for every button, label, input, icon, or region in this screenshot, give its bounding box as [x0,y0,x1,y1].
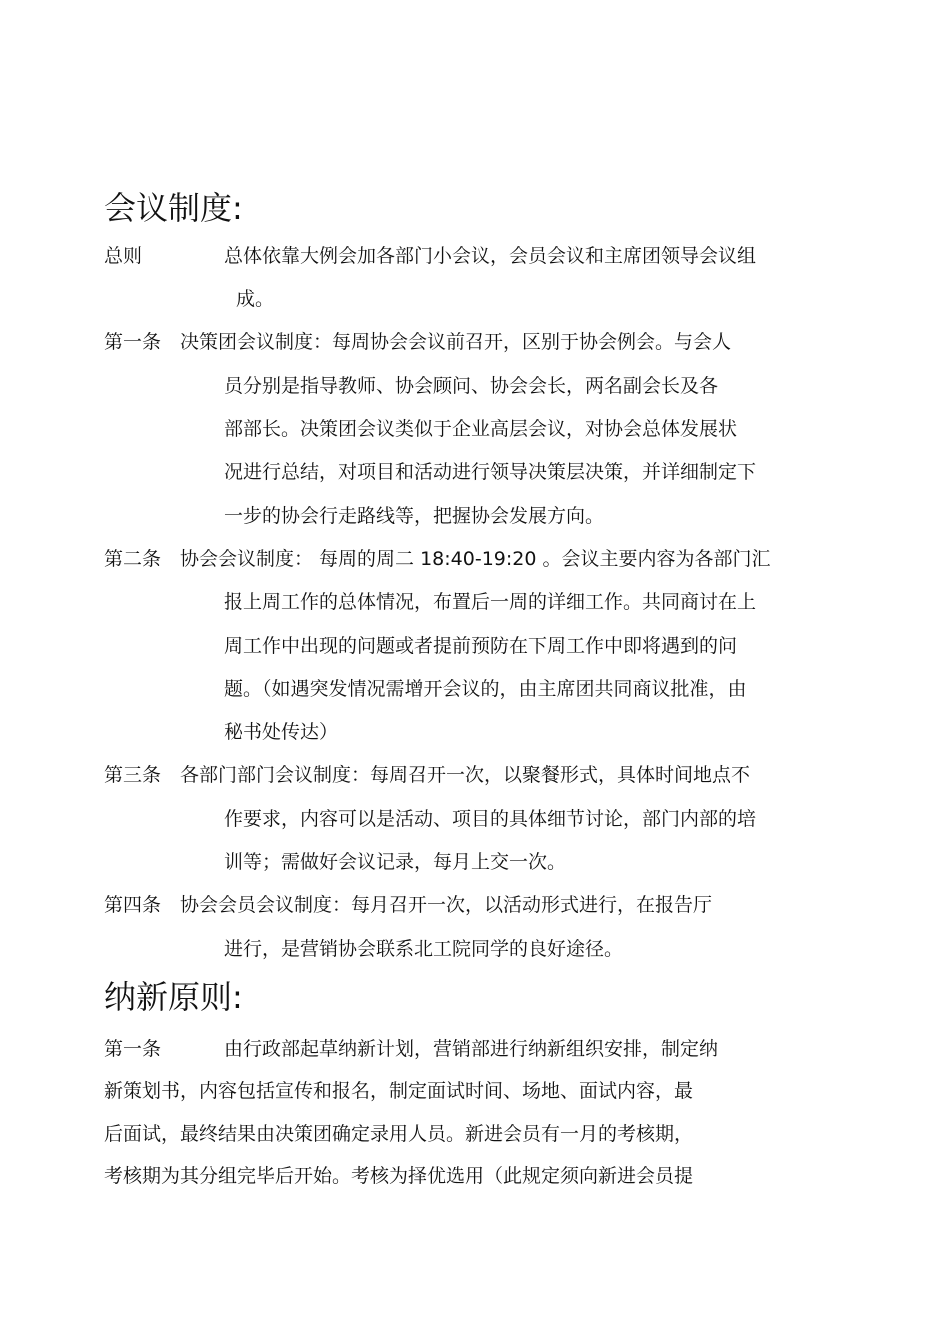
article2-label: 第二条 [104,548,162,570]
article1-line-3: 部部长。决策团会议类似于企业高层会议，对协会总体发展状 [224,418,738,440]
article4-line-2: 进行，是营销协会联系北工院同学的良好途径。 [224,938,624,960]
article3-line-3: 训等；需做好会议记录，每月上交一次。 [224,851,567,873]
recruit-article1-line-2: 新策划书，内容包括宣传和报名，制定面试时间、场地、面试内容，最 [104,1080,694,1102]
article1-line-4: 况进行总结，对项目和活动进行领导决策层决策，并详细制定下 [224,461,757,483]
recruit-article1-line-4: 考核期为其分组完毕后开始。考核为择优选用（此规定须向新进会员提 [104,1165,694,1187]
article1-line-5: 一步的协会行走路线等，把握协会发展方向。 [224,505,605,527]
article2-line-2: 报上周工作的总体情况，布置后一周的详细工作。共同商讨在上 [224,591,757,613]
article3-label: 第三条 [104,764,162,786]
recruit-article1-line-1: 由行政部起草纳新计划，营销部进行纳新组织安排，制定纳 [224,1038,719,1060]
general-label: 总则 [104,245,143,267]
general-line-2: 成。 [236,288,275,310]
article2-line-4: 题。（如遇突发情况需增开会议的，由主席团共同商议批准，由 [224,678,747,700]
section-title-meeting-rules: 会议制度: [104,189,243,227]
article4-label: 第四条 [104,894,162,916]
article3-line-1: 各部门部门会议制度：每周召开一次，以聚餐形式，具体时间地点不 [180,764,751,786]
article3-line-2: 作要求，内容可以是活动、项目的具体细节讨论，部门内部的培 [224,808,757,830]
article1-line-2: 员分别是指导教师、协会顾问、协会会长，两名副会长及各 [224,375,719,397]
general-line-1: 总体依靠大例会加各部门小会议，会员会议和主席团领导会议组 [224,245,757,267]
article2-line-5: 秘书处传达） [224,721,339,743]
article1-label: 第一条 [104,331,162,353]
recruit-article1-line-3: 后面试，最终结果由决策团确定录用人员。新进会员有一月的考核期， [104,1123,694,1145]
section-title-recruitment: 纳新原则: [104,978,243,1016]
recruit-article1-label: 第一条 [104,1038,162,1060]
article4-line-1: 协会会员会议制度：每月召开一次，以活动形式进行，在报告厅 [180,894,713,916]
article2-line-3: 周工作中出现的问题或者提前预防在下周工作中即将遇到的问 [224,635,738,657]
article1-line-1: 决策团会议制度：每周协会会议前召开，区别于协会例会。与会人 [180,331,732,353]
article2-line-1: 协会会议制度： 每周的周二 18:40-19:20 。会议主要内容为各部门汇 [180,548,771,570]
